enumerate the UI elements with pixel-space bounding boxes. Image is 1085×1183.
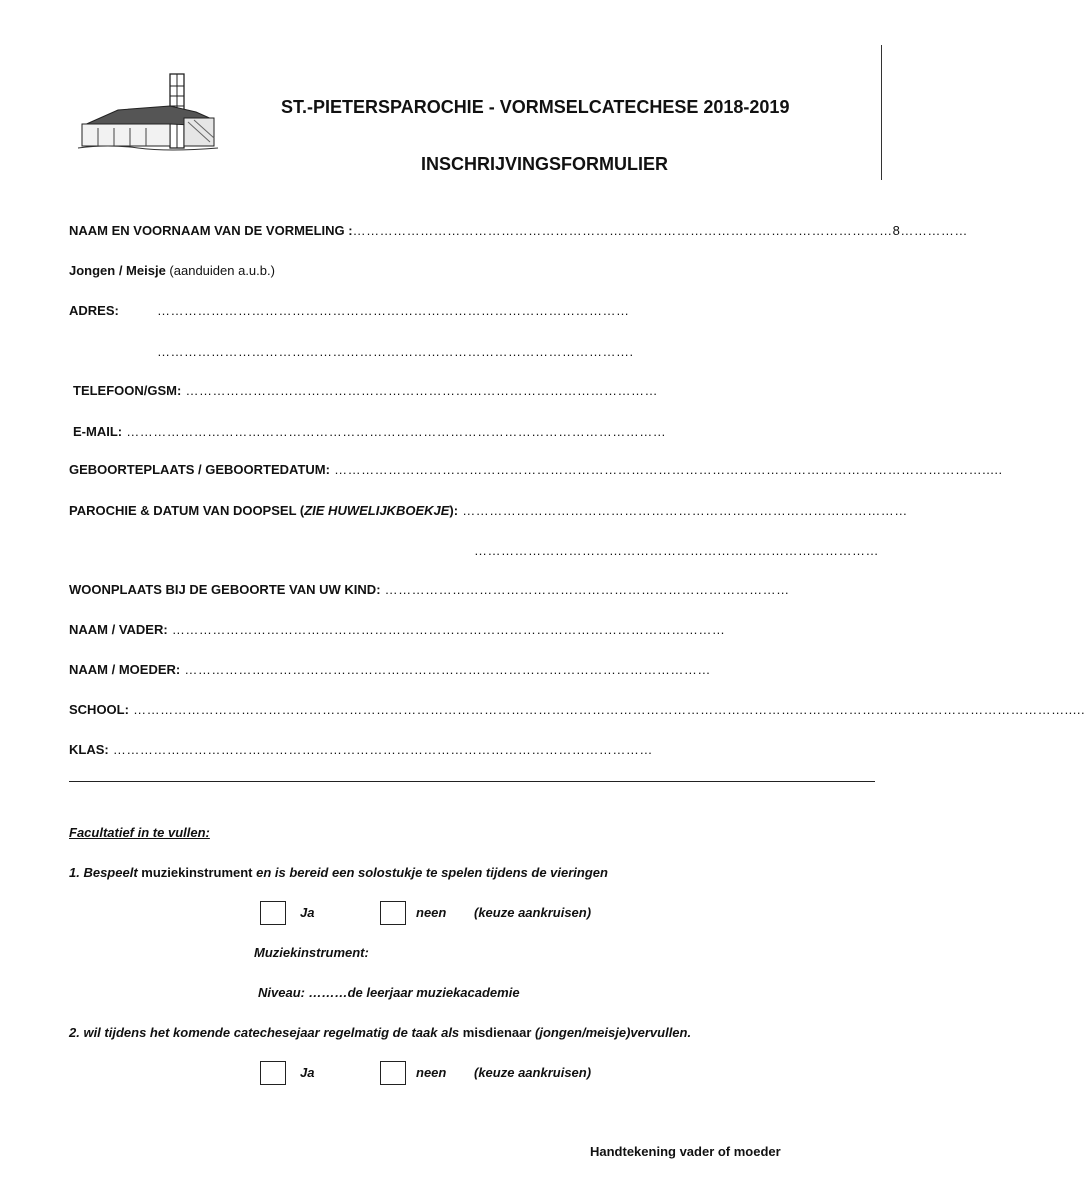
vader-dots: …………………………………………………………………………………………………………… — [167, 622, 726, 637]
church-logo-icon — [78, 72, 222, 150]
geslacht-hint: (aanduiden a.u.b.) — [165, 263, 275, 278]
naam-dots: …………………………………………………………………………………………………………8…………… — [352, 223, 968, 238]
optional-heading: Facultatief in te vullen: — [69, 825, 210, 840]
woonplaats-label: WOONPLAATS BIJ DE GEBOORTE VAN UW KIND: — [69, 582, 381, 597]
instrument-label[interactable]: Muziekinstrument: — [254, 945, 369, 960]
q1-keuze-hint: (keuze aankruisen) — [474, 905, 592, 920]
field-woonplaats[interactable] — [69, 582, 790, 597]
q2-part-c: (jongen/meisje)vervullen. — [531, 1025, 692, 1040]
doopsel-dots-1: ……………………………………………………………………………………… — [458, 503, 908, 518]
q2-ja-label: Ja — [300, 1065, 315, 1080]
adres-line-1[interactable]: …………………………………………………………………………………………… — [157, 303, 630, 318]
email-dots: ………………………………………………………………………………………………………… — [122, 424, 667, 439]
q2-keuze-hint: (keuze aankruisen) — [474, 1065, 592, 1080]
field-naam[interactable] — [69, 223, 968, 238]
margin-line — [881, 45, 882, 180]
field-geboorte[interactable] — [69, 462, 1003, 477]
doopsel-label-b: ZIE HUWELIJKBOEKJE — [304, 503, 450, 518]
school-label: SCHOOL: — [69, 702, 129, 717]
doopsel-line-2[interactable]: ……………………………………………………………………………… — [474, 543, 879, 558]
naam-label: NAAM EN VOORNAAM VAN DE VORMELING : — [69, 223, 353, 238]
doopsel-label-a: PAROCHIE & DATUM VAN DOOPSEL ( — [69, 503, 305, 518]
doopsel-label-c: ): — [449, 503, 459, 518]
form-subtitle: INSCHRIJVINGSFORMULIER — [421, 154, 669, 174]
moeder-dots: ……………………………………………………………………………………………………… — [180, 662, 711, 677]
field-vader[interactable] — [69, 622, 725, 637]
q1-part-a: 1. Bespeelt — [69, 865, 142, 880]
geslacht-label: Jongen / Meisje — [69, 263, 166, 278]
q1-neen-label: neen — [416, 905, 447, 920]
woonplaats-dots: ……………………………………………………………………………… — [380, 582, 790, 597]
q2-neen-label: neen — [416, 1065, 447, 1080]
q2-neen-checkbox[interactable] — [380, 1061, 406, 1085]
field-moeder[interactable] — [69, 662, 711, 677]
moeder-label: NAAM / MOEDER: — [69, 662, 181, 677]
q1-ja-label: Ja — [300, 905, 315, 920]
geboorte-dots: ………………………………………………………………………………………………………………………………..... — [329, 462, 1003, 477]
q1-neen-checkbox[interactable] — [380, 901, 406, 925]
q2-part-b: misdienaar — [462, 1025, 532, 1040]
question-1 — [69, 865, 608, 880]
email-label: E-MAIL: — [73, 424, 123, 439]
school-dots: ………………………………………………………………………………………………………………………………………………………………………………………..... — [128, 702, 1085, 717]
field-email[interactable] — [73, 424, 666, 439]
telefoon-dots: …………………………………………………………………………………………… — [181, 383, 658, 398]
field-telefoon[interactable] — [73, 383, 658, 398]
klas-dots: ………………………………………………………………………………………………………… — [108, 742, 653, 757]
field-geslacht[interactable] — [69, 263, 275, 278]
adres-label: ADRES: — [69, 303, 119, 318]
section-divider — [69, 781, 875, 782]
field-doopsel[interactable] — [69, 503, 908, 518]
niveau-label[interactable]: Niveau: ………de leerjaar muziekacademie — [258, 985, 520, 1000]
geboorte-label: GEBOORTEPLAATS / GEBOORTEDATUM: — [69, 462, 330, 477]
q2-ja-checkbox[interactable] — [260, 1061, 286, 1085]
adres-line-2[interactable]: ……………………………………………………………………………………………. — [157, 344, 634, 359]
question-2 — [69, 1025, 691, 1040]
telefoon-label: TELEFOON/GSM: — [73, 383, 182, 398]
page-title: ST.-PIETERSPAROCHIE - VORMSELCATECHESE 2018-2019 — [281, 97, 790, 117]
vader-label: NAAM / VADER: — [69, 622, 168, 637]
q2-part-a: 2. wil tijdens het komende catechesejaar regelmatig de taak als — [69, 1025, 463, 1040]
field-klas[interactable] — [69, 742, 653, 757]
field-school[interactable] — [69, 702, 1085, 717]
q1-part-c: en is bereid een solostukje te spelen tijdens de vieringen — [252, 865, 608, 880]
q1-ja-checkbox[interactable] — [260, 901, 286, 925]
signature-label: Handtekening vader of moeder — [590, 1144, 781, 1159]
q1-part-b: muziekinstrument — [141, 865, 253, 880]
klas-label: KLAS: — [69, 742, 109, 757]
